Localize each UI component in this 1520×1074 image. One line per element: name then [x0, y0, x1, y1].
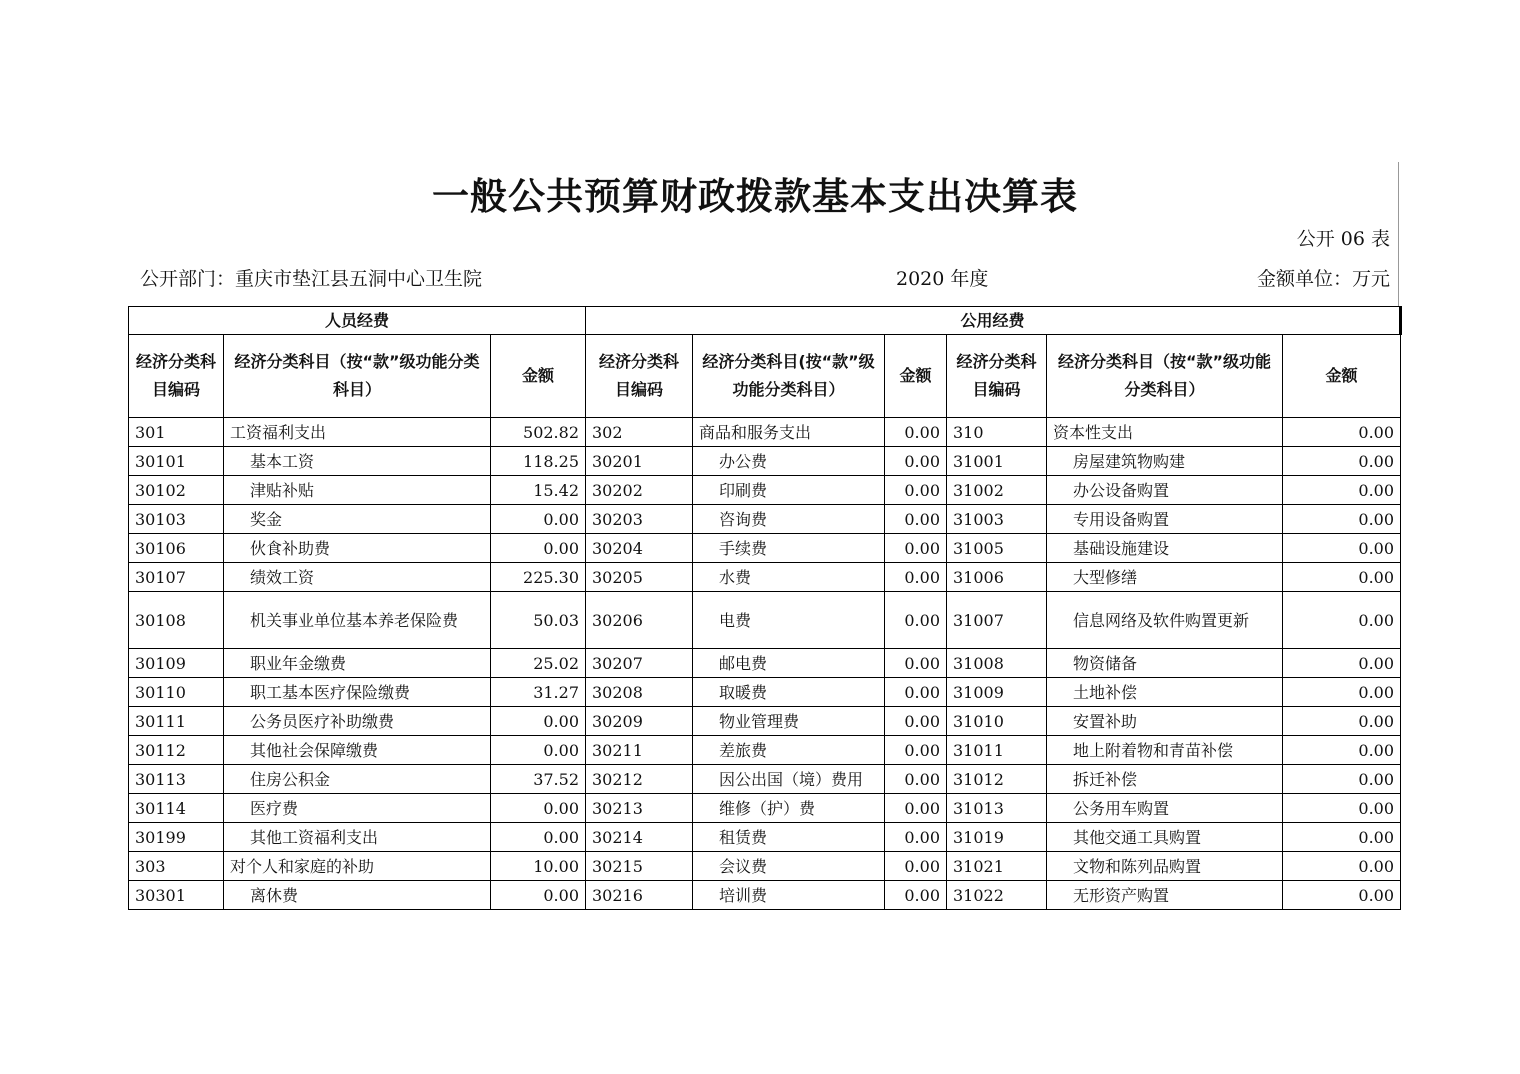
code-cell: 31007 [947, 592, 1047, 649]
amount-cell: 0.00 [885, 649, 947, 678]
col-header-name: 经济分类科目（按“款”级功能分类科目） [1047, 335, 1283, 418]
table-row [129, 505, 1401, 534]
name-cell: 资本性支出 [1047, 418, 1283, 447]
name-cell: 医疗费 [224, 794, 491, 823]
amount-cell: 0.00 [885, 418, 947, 447]
name-cell: 文物和陈列品购置 [1047, 852, 1283, 881]
name-cell: 拆迁补偿 [1047, 765, 1283, 794]
amount-cell: 0.00 [1283, 505, 1401, 534]
amount-cell: 0.00 [885, 505, 947, 534]
name-cell: 基础设施建设 [1047, 534, 1283, 563]
table-row [129, 418, 1401, 447]
report-title: 一般公共预算财政拨款基本支出决算表 [432, 175, 1078, 218]
name-cell: 公务用车购置 [1047, 794, 1283, 823]
amount-cell: 0.00 [885, 592, 947, 649]
code-cell: 30103 [129, 505, 224, 534]
code-cell: 31006 [947, 563, 1047, 592]
name-cell: 培训费 [693, 881, 885, 910]
table-row [129, 534, 1401, 563]
code-cell: 30113 [129, 765, 224, 794]
code-cell: 310 [947, 418, 1047, 447]
code-cell: 30206 [586, 592, 693, 649]
name-cell: 职业年金缴费 [224, 649, 491, 678]
name-cell: 津贴补贴 [224, 476, 491, 505]
name-cell: 安置补助 [1047, 707, 1283, 736]
name-cell: 物业管理费 [693, 707, 885, 736]
code-cell: 31019 [947, 823, 1047, 852]
table-row [129, 794, 1401, 823]
name-cell: 公务员医疗补助缴费 [224, 707, 491, 736]
amount-cell: 0.00 [885, 852, 947, 881]
amount-cell: 0.00 [1283, 678, 1401, 707]
name-cell: 其他交通工具购置 [1047, 823, 1283, 852]
name-cell: 机关事业单位基本养老保险费 [224, 592, 491, 649]
code-cell: 302 [586, 418, 693, 447]
amount-cell: 50.03 [491, 592, 586, 649]
name-cell: 房屋建筑物购建 [1047, 447, 1283, 476]
table-row [129, 563, 1401, 592]
name-cell: 绩效工资 [224, 563, 491, 592]
col-header-code: 经济分类科目编码 [586, 335, 693, 418]
amount-cell: 502.82 [491, 418, 586, 447]
code-cell: 30102 [129, 476, 224, 505]
amount-cell: 0.00 [491, 505, 586, 534]
name-cell: 租赁费 [693, 823, 885, 852]
amount-cell: 0.00 [491, 534, 586, 563]
col-header-name: 经济分类科目(按“款”级功能分类科目） [693, 335, 885, 418]
code-cell: 31021 [947, 852, 1047, 881]
amount-cell: 10.00 [491, 852, 586, 881]
code-cell: 31009 [947, 678, 1047, 707]
amount-cell: 0.00 [491, 707, 586, 736]
code-cell: 30114 [129, 794, 224, 823]
name-cell: 会议费 [693, 852, 885, 881]
amount-cell: 0.00 [885, 765, 947, 794]
amount-cell: 118.25 [491, 447, 586, 476]
amount-cell: 0.00 [1283, 794, 1401, 823]
department-label: 公开部门：重庆市垫江县五洞中心卫生院 [140, 268, 483, 290]
code-cell: 30108 [129, 592, 224, 649]
name-cell: 印刷费 [693, 476, 885, 505]
code-cell: 30201 [586, 447, 693, 476]
name-cell: 商品和服务支出 [693, 418, 885, 447]
amount-cell: 0.00 [491, 823, 586, 852]
code-cell: 30207 [586, 649, 693, 678]
amount-cell: 0.00 [885, 794, 947, 823]
table-row [129, 852, 1401, 881]
table-body [129, 418, 1401, 910]
name-cell: 手续费 [693, 534, 885, 563]
amount-cell: 15.42 [491, 476, 586, 505]
amount-cell: 25.02 [491, 649, 586, 678]
code-cell: 30106 [129, 534, 224, 563]
name-cell: 取暖费 [693, 678, 885, 707]
name-cell: 因公出国（境）费用 [693, 765, 885, 794]
code-cell: 31022 [947, 881, 1047, 910]
code-cell: 30205 [586, 563, 693, 592]
table-code: 公开 06 表 [1296, 228, 1390, 250]
amount-cell: 0.00 [1283, 823, 1401, 852]
amount-cell: 0.00 [885, 707, 947, 736]
col-header-amount: 金额 [491, 335, 586, 418]
col-header-code: 经济分类科目编码 [129, 335, 224, 418]
code-cell: 301 [129, 418, 224, 447]
name-cell: 水费 [693, 563, 885, 592]
name-cell: 邮电费 [693, 649, 885, 678]
name-cell: 土地补偿 [1047, 678, 1283, 707]
amount-cell: 0.00 [1283, 707, 1401, 736]
table-row [129, 881, 1401, 910]
name-cell: 专用设备购置 [1047, 505, 1283, 534]
code-cell: 30109 [129, 649, 224, 678]
amount-cell: 0.00 [885, 823, 947, 852]
name-cell: 物资储备 [1047, 649, 1283, 678]
code-cell: 31001 [947, 447, 1047, 476]
col-header-amount: 金额 [1283, 335, 1401, 418]
code-cell: 30111 [129, 707, 224, 736]
code-cell: 30214 [586, 823, 693, 852]
amount-cell: 0.00 [1283, 649, 1401, 678]
amount-cell: 0.00 [1283, 592, 1401, 649]
table-row [129, 707, 1401, 736]
code-cell: 30209 [586, 707, 693, 736]
name-cell: 咨询费 [693, 505, 885, 534]
table-row [129, 765, 1401, 794]
table-row [129, 476, 1401, 505]
code-cell: 30107 [129, 563, 224, 592]
code-cell: 303 [129, 852, 224, 881]
amount-unit: 金额单位：万元 [1256, 268, 1390, 290]
name-cell: 职工基本医疗保险缴费 [224, 678, 491, 707]
name-cell: 维修（护）费 [693, 794, 885, 823]
code-cell: 30213 [586, 794, 693, 823]
code-cell: 30112 [129, 736, 224, 765]
code-cell: 31013 [947, 794, 1047, 823]
name-cell: 大型修缮 [1047, 563, 1283, 592]
name-cell: 信息网络及软件购置更新 [1047, 592, 1283, 649]
name-cell: 办公设备购置 [1047, 476, 1283, 505]
amount-cell: 0.00 [1283, 447, 1401, 476]
group-header-public: 公用经费 [586, 307, 1401, 335]
table-row [129, 592, 1401, 649]
code-cell: 30208 [586, 678, 693, 707]
col-header-amount: 金额 [885, 335, 947, 418]
fiscal-year: 2020 年度 [896, 268, 989, 290]
name-cell: 奖金 [224, 505, 491, 534]
amount-cell: 0.00 [1283, 881, 1401, 910]
code-cell: 31003 [947, 505, 1047, 534]
amount-cell: 0.00 [1283, 736, 1401, 765]
amount-cell: 0.00 [1283, 418, 1401, 447]
amount-cell: 0.00 [1283, 563, 1401, 592]
code-cell: 30301 [129, 881, 224, 910]
col-header-name: 经济分类科目（按“款”级功能分类科目） [224, 335, 491, 418]
table-row [129, 678, 1401, 707]
code-cell: 30202 [586, 476, 693, 505]
amount-cell: 0.00 [1283, 765, 1401, 794]
code-cell: 31008 [947, 649, 1047, 678]
name-cell: 其他社会保障缴费 [224, 736, 491, 765]
amount-cell: 0.00 [885, 534, 947, 563]
amount-cell: 0.00 [885, 563, 947, 592]
amount-cell: 0.00 [1283, 534, 1401, 563]
name-cell: 电费 [693, 592, 885, 649]
name-cell: 基本工资 [224, 447, 491, 476]
amount-cell: 0.00 [885, 881, 947, 910]
code-cell: 30203 [586, 505, 693, 534]
name-cell: 伙食补助费 [224, 534, 491, 563]
name-cell: 无形资产购置 [1047, 881, 1283, 910]
code-cell: 30216 [586, 881, 693, 910]
group-header-personnel: 人员经费 [129, 307, 586, 335]
amount-cell: 31.27 [491, 678, 586, 707]
amount-cell: 0.00 [885, 736, 947, 765]
name-cell: 离休费 [224, 881, 491, 910]
code-cell: 31002 [947, 476, 1047, 505]
code-cell: 30215 [586, 852, 693, 881]
amount-cell: 0.00 [885, 678, 947, 707]
table-row [129, 823, 1401, 852]
amount-cell: 0.00 [885, 447, 947, 476]
name-cell: 住房公积金 [224, 765, 491, 794]
col-header-code: 经济分类科目编码 [947, 335, 1047, 418]
amount-cell: 0.00 [491, 794, 586, 823]
code-cell: 31010 [947, 707, 1047, 736]
code-cell: 31012 [947, 765, 1047, 794]
code-cell: 30101 [129, 447, 224, 476]
amount-cell: 0.00 [1283, 476, 1401, 505]
expenditure-table [128, 306, 1402, 910]
name-cell: 办公费 [693, 447, 885, 476]
amount-cell: 37.52 [491, 765, 586, 794]
code-cell: 30212 [586, 765, 693, 794]
name-cell: 工资福利支出 [224, 418, 491, 447]
amount-cell: 0.00 [491, 881, 586, 910]
amount-cell: 0.00 [885, 476, 947, 505]
name-cell: 对个人和家庭的补助 [224, 852, 491, 881]
code-cell: 30110 [129, 678, 224, 707]
code-cell: 31005 [947, 534, 1047, 563]
code-cell: 30211 [586, 736, 693, 765]
code-cell: 31011 [947, 736, 1047, 765]
amount-cell: 0.00 [1283, 852, 1401, 881]
name-cell: 其他工资福利支出 [224, 823, 491, 852]
table-row [129, 649, 1401, 678]
amount-cell: 0.00 [491, 736, 586, 765]
name-cell: 地上附着物和青苗补偿 [1047, 736, 1283, 765]
name-cell: 差旅费 [693, 736, 885, 765]
table-row [129, 447, 1401, 476]
code-cell: 30199 [129, 823, 224, 852]
code-cell: 30204 [586, 534, 693, 563]
amount-cell: 225.30 [491, 563, 586, 592]
table-row [129, 736, 1401, 765]
